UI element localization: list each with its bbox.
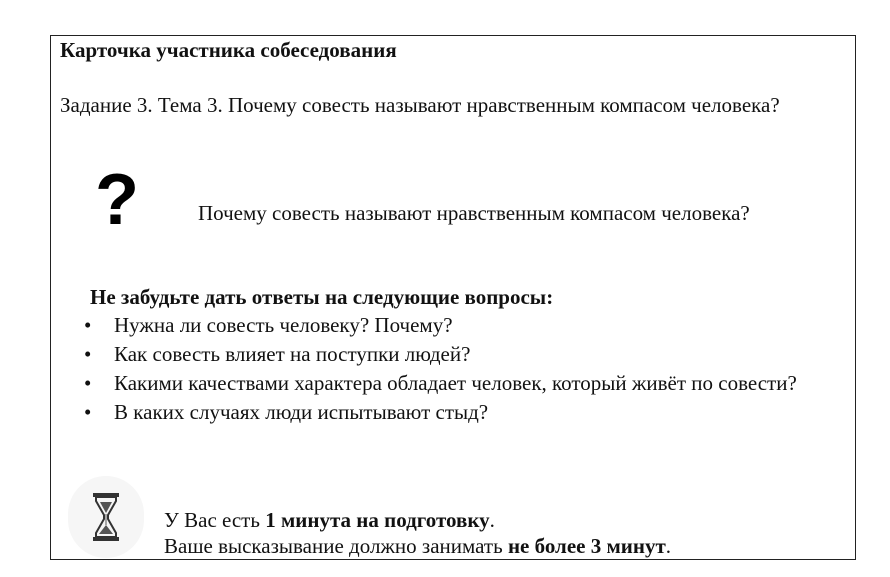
list-item-text: Как совесть влияет на поступки людей? <box>114 342 471 366</box>
task-heading: Задание 3. Тема 3. Почему совесть называют нравственным компасом человека? <box>60 93 780 117</box>
bullet-icon: • <box>84 342 92 366</box>
card-title: Карточка участника собеседования <box>60 38 397 62</box>
list-item-text: Какими качествами характера обладает человек, который живёт по совести? <box>114 371 797 395</box>
prep-line2-suffix: . <box>665 534 672 558</box>
hourglass-icon-graphic <box>92 492 120 542</box>
prep-line1-bold: 1 минута на подготовку <box>265 508 490 532</box>
bullet-icon: • <box>84 371 92 395</box>
question-list <box>78 312 848 428</box>
list-item-text: В каких случаях люди испытывают стыд? <box>114 400 489 424</box>
prep-line-time <box>164 507 671 533</box>
prep-line1-prefix: У Вас есть <box>164 508 266 532</box>
prep-instructions <box>164 507 671 559</box>
prep-line2-prefix: Ваше высказывание должно занимать <box>164 534 508 558</box>
remember-heading: Не забудьте дать ответы на следующие вопросы: <box>90 285 554 309</box>
list-item <box>78 370 848 396</box>
bullet-icon: • <box>84 400 92 424</box>
list-item-text: Нужна ли совесть человеку? Почему? <box>114 313 453 337</box>
prep-line2-bold: не более 3 минут <box>507 534 666 558</box>
main-question: Почему совесть называют нравственным компасом человека? <box>198 201 750 225</box>
hourglass-icon <box>68 476 144 558</box>
list-item <box>78 399 848 425</box>
bullet-icon: • <box>84 313 92 337</box>
prep-line-duration <box>164 533 671 559</box>
list-item <box>78 312 848 338</box>
prep-line1-suffix: . <box>489 508 495 532</box>
question-mark-icon: ? <box>95 160 139 240</box>
list-item <box>78 341 848 367</box>
